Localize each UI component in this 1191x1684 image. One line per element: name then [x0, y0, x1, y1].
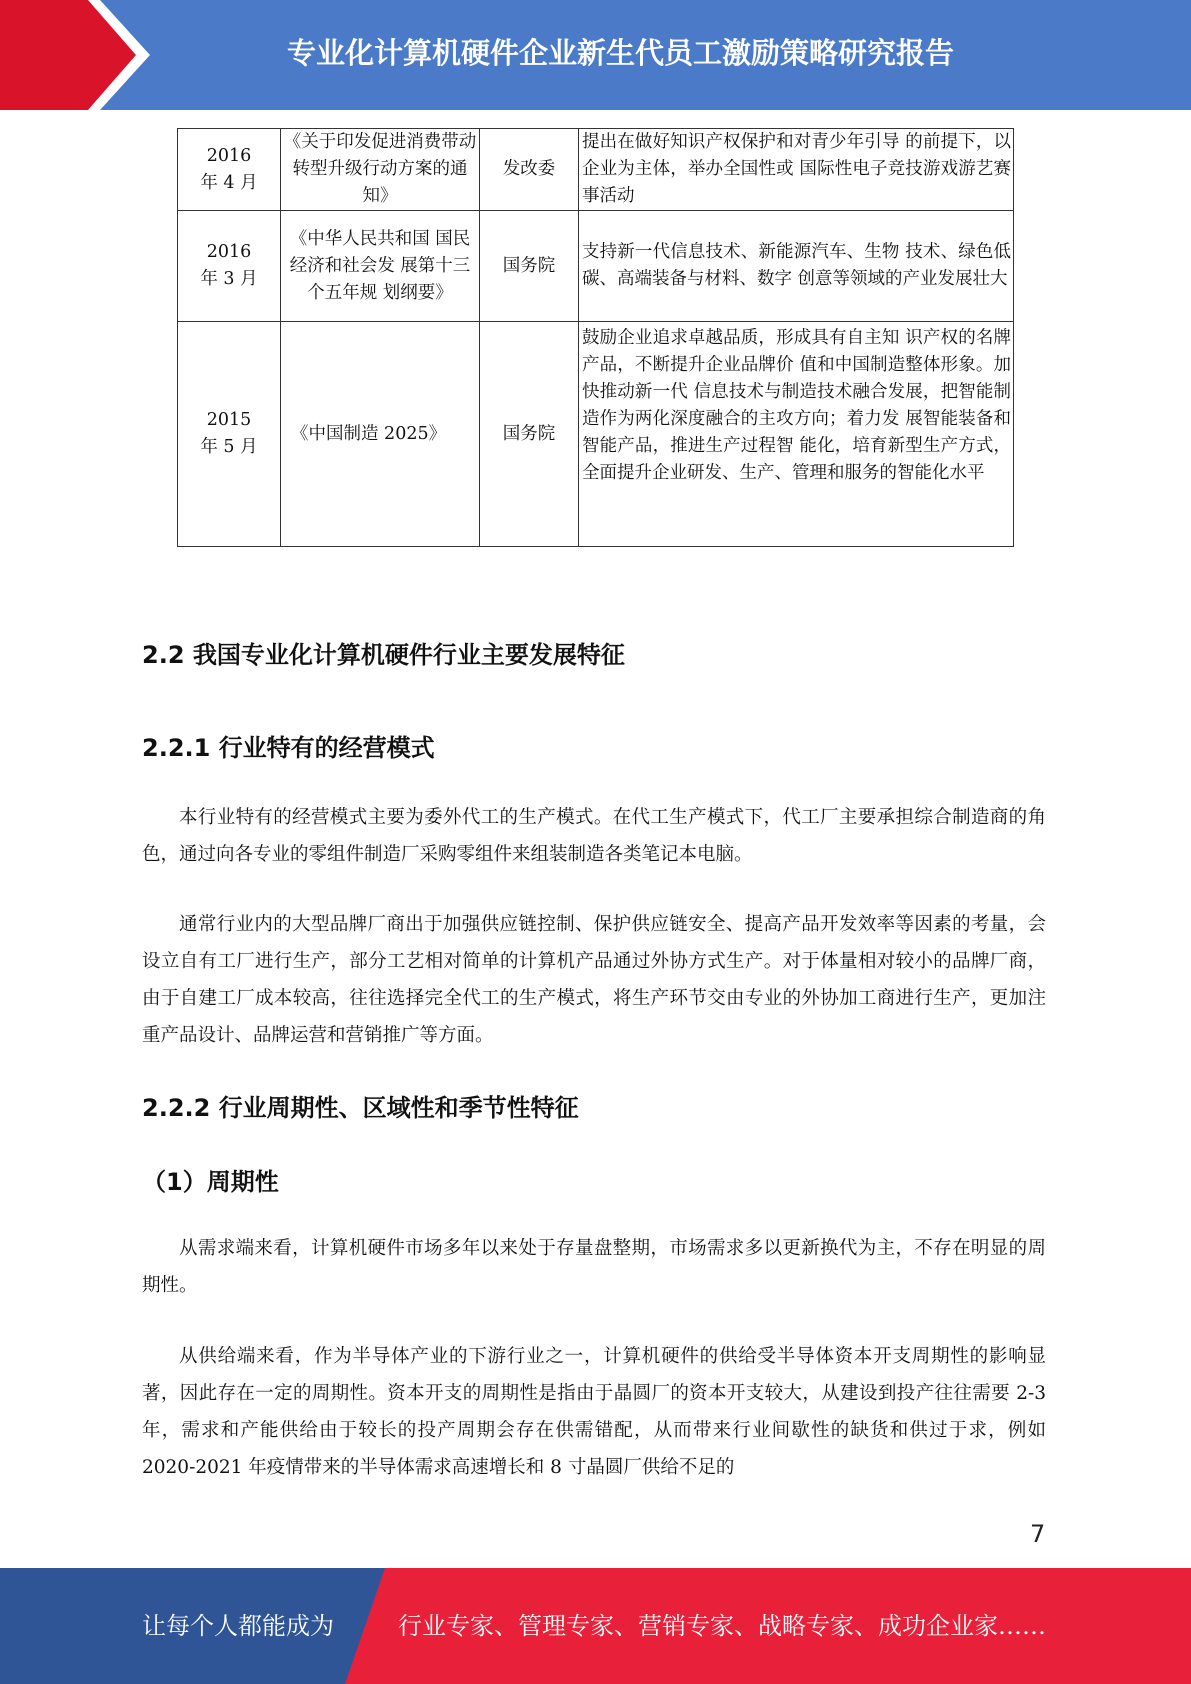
table-cell-org: 国务院	[480, 211, 579, 322]
table-cell-desc: 支持新一代信息技术、新能源汽车、生物 技术、绿色低碳、高端装备与材料、数字 创意等领域的产业发展壮大	[579, 211, 1014, 322]
table-cell-name: 《中华人民共和国 国民经济和社会发 展第十三个五年规 划纲要》	[281, 211, 480, 322]
paragraph: 从供给端来看，作为半导体产业的下游行业之一，计算机硬件的供给受半导体资本开支周期性的影响显著，因此存在一定的周期性。资本开支的周期性是指由于晶圆厂的资本开支较大，从建设到投产往往需要 2-3 年，需求和产能供给由于较长的投产周期会存在供需错配，从而带来行业间歇性的缺货和供过于求，例如 2020-2021 年疫情带来的半导体需求高速增长和 8 寸晶圆厂供给不足的	[142, 1346, 1046, 1478]
table-row	[178, 211, 1014, 322]
section-heading-2-2-2: 2.2.2 行业周期性、区域性和季节性特征	[142, 1094, 579, 1122]
table-row	[178, 129, 1014, 211]
section-heading-2-2-1: 2.2.1 行业特有的经营模式	[142, 734, 435, 762]
table-cell-desc: 鼓励企业追求卓越品质，形成具有自主知 识产权的名牌产品，不断提升企业品牌价 值和中国制造整体形象。加快推动新一代 信息技术与制造技术融合发展，把智能制 造作为两化深度融合的主攻方向；着力发 展智能装备和智能产品，推进生产过程智 能化，培育新型生产方式，全面提升企业研发、生产、管理和服务的智能化水平	[579, 322, 1014, 547]
footer-slogan-right: 行业专家、管理专家、营销专家、战略专家、成功企业家……	[398, 1612, 1046, 1640]
table-cell-date: 2016 年 3 月	[178, 211, 281, 322]
table-cell-name: 《关于印发促进消费带动转型升级行动方案的通知》	[281, 129, 480, 211]
policy-table	[177, 128, 1014, 547]
section-heading-2-2: 2.2 我国专业化计算机硬件行业主要发展特征	[142, 641, 625, 669]
header-title: 专业化计算机硬件企业新生代员工激励策略研究报告	[286, 36, 954, 70]
table-cell-name: 《中国制造 2025》	[281, 322, 480, 547]
footer-slogan-left: 让每个人都能成为	[142, 1612, 334, 1640]
paragraph: 从需求端来看，计算机硬件市场多年以来处于存量盘整期，市场需求多以更新换代为主，不存在明显的周期性。	[142, 1238, 1046, 1296]
table-cell-date: 2016 年 4 月	[178, 129, 281, 211]
subheading-cyclicality: （1）周期性	[142, 1168, 279, 1196]
page-number: 7	[1030, 1520, 1046, 1548]
table-cell-org: 国务院	[480, 322, 579, 547]
paragraph: 本行业特有的经营模式主要为委外代工的生产模式。在代工生产模式下，代工厂主要承担综合制造商的角色，通过向各专业的零组件制造厂采购零组件来组装制造各类笔记本电脑。	[142, 807, 1046, 865]
table-row	[178, 322, 1014, 547]
page-footer	[0, 1568, 1191, 1684]
table-cell-desc: 提出在做好知识产权保护和对青少年引导 的前提下，以企业为主体，举办全国性或 国际性电子竞技游戏游艺赛事活动	[579, 129, 1014, 211]
table-cell-org: 发改委	[480, 129, 579, 211]
page-header	[0, 0, 1191, 110]
table-cell-date: 2015 年 5 月	[178, 322, 281, 547]
paragraph: 通常行业内的大型品牌厂商出于加强供应链控制、保护供应链安全、提高产品开发效率等因素的考量，会设立自有工厂进行生产，部分工艺相对简单的计算机产品通过外协方式生产。对于体量相对较小的品牌厂商，由于自建工厂成本较高，往往选择完全代工的生产模式，将生产环节交由专业的外协加工商进行生产，更加注重产品设计、品牌运营和营销推广等方面。	[142, 914, 1046, 1046]
